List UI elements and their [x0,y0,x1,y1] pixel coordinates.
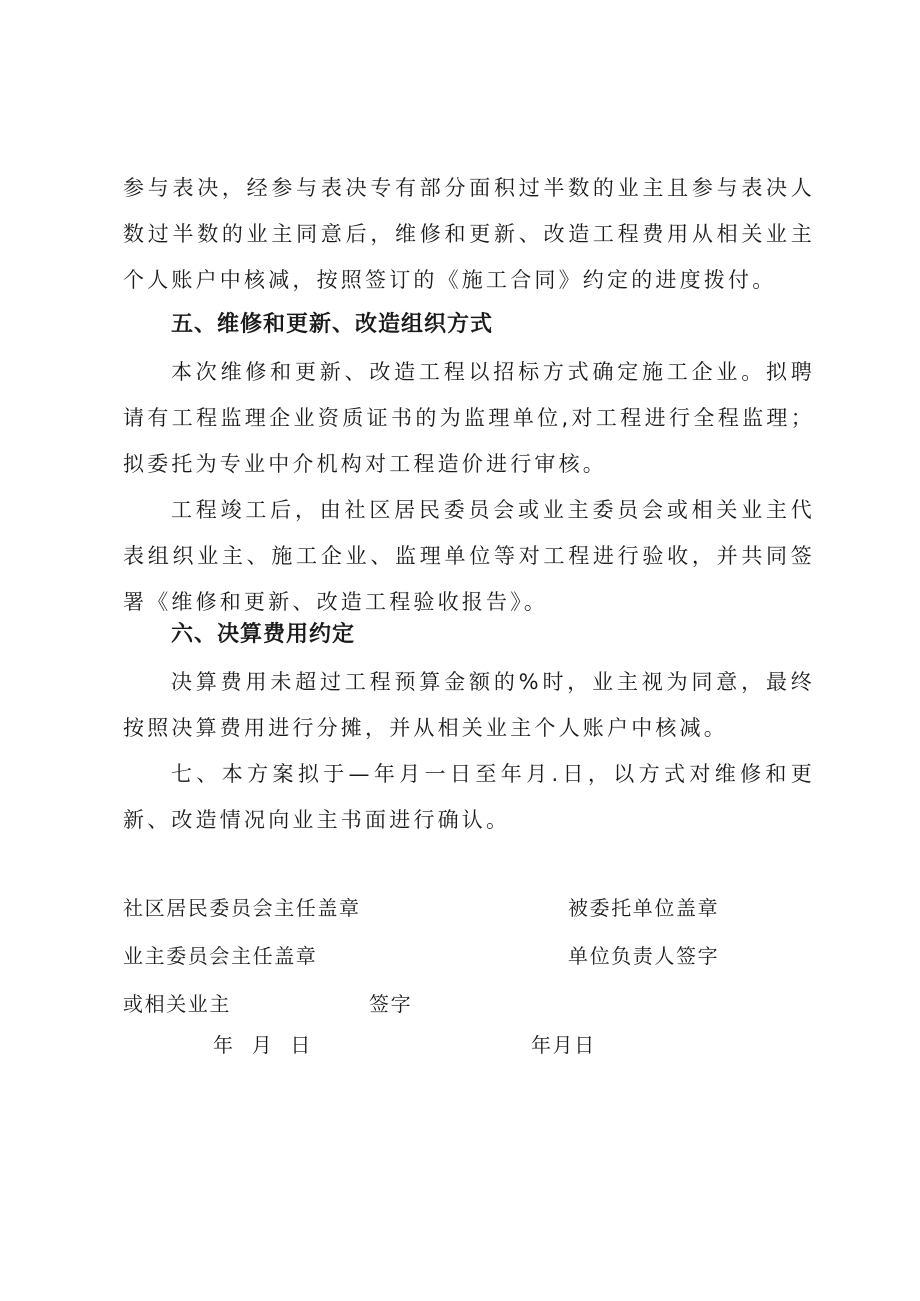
section-7-paragraph: 七、本方案拟于—年月一日至年月.日，以方式对维修和更新、改造情况向业主书面进行确认。 [123,762,815,832]
left-date-field: 年 月 日 [213,1033,313,1057]
entrusted-unit-seal-label: 被委托单位盖章 [568,896,720,920]
paragraph-continuation: 参与表决，经参与表决专有部分面积过半数的业主且参与表决人数过半数的业主同意后，维修和更新、改造工程费用从相关业主个人账户中核减，按照签订的《施工合同》约定的进度拨付。 [123,176,815,292]
section-5-paragraph-2: 工程竣工后，由社区居民委员会或业主委员会或相关业主代表组织业主、施工企业、监理单位等对工程进行验收，并共同签署《维修和更新、改造工程验收报告》。 [123,498,815,614]
right-date-field: 年月日 [531,1033,596,1057]
unit-head-signature-label: 单位负责人签字 [568,944,720,968]
section-6-paragraph: 决算费用未超过工程预算金额的%时，业主视为同意，最终按照决算费用进行分摊，并从相关业主个人账户中核减。 [123,670,815,740]
section-5-heading: 五、维修和更新、改造组织方式 [171,312,494,337]
related-owners-sign-label: 签字 [369,992,413,1016]
owners-committee-seal-label: 业主委员会主任盖章 [123,944,318,968]
section-5-paragraph-1: 本次维修和更新、改造工程以招标方式确定施工企业。拟聘请有工程监理企业资质证书的为监理单位,对工程进行全程监理；拟委托为专业中介机构对工程造价进行审核。 [123,360,815,476]
section-6-heading: 六、决算费用约定 [171,622,356,647]
residents-committee-seal-label: 社区居民委员会主任盖章 [123,896,361,920]
related-owners-label: 或相关业主 [123,992,231,1016]
